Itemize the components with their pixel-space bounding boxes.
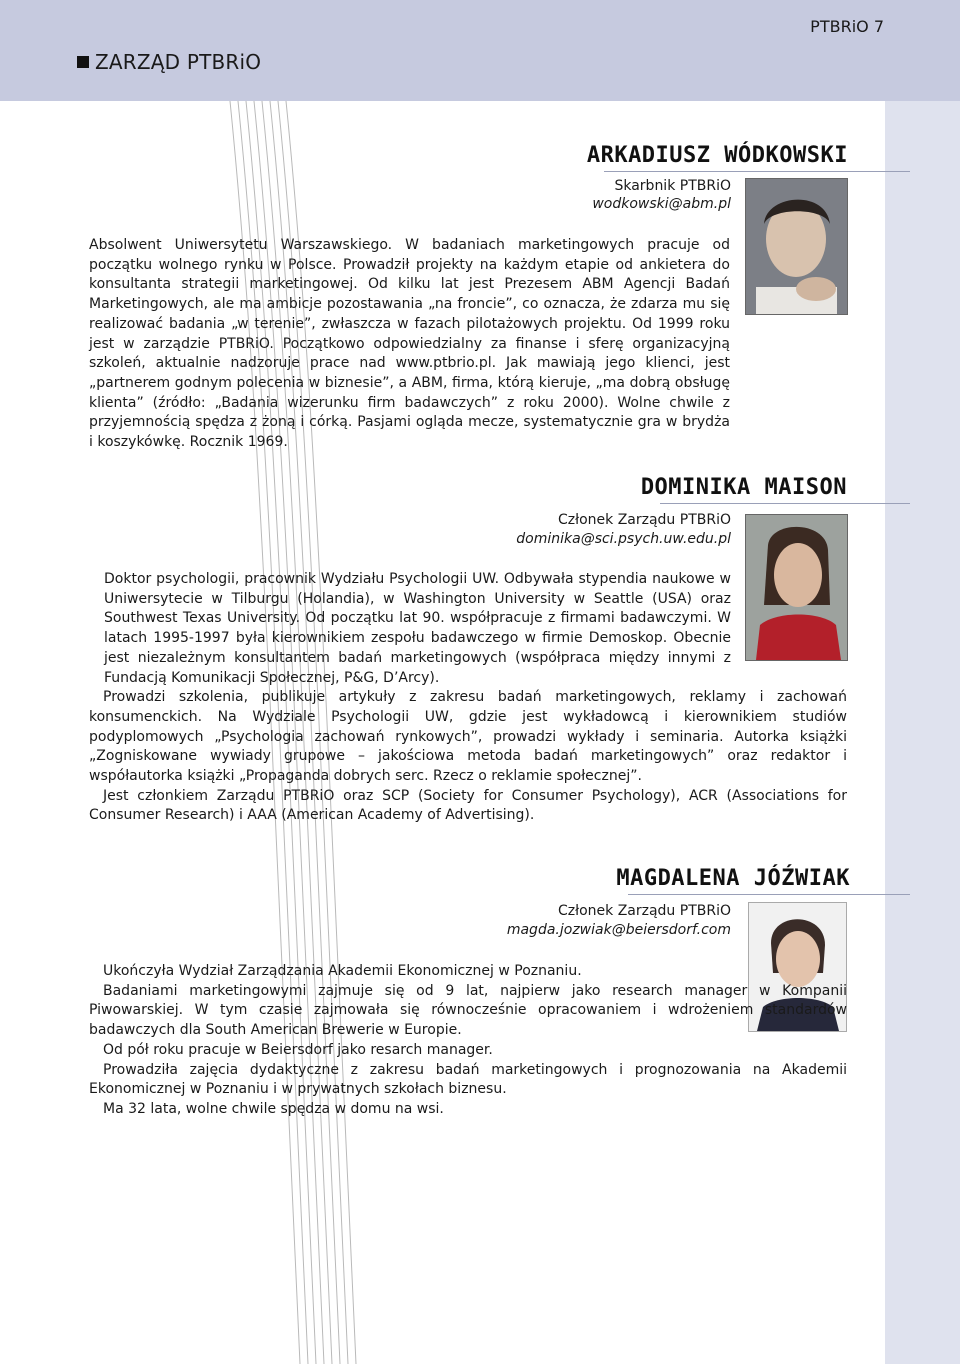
- bio-paragraph: Badaniami marketingowymi zajmuje się od 9 lat, najpierw jako research manager w Kompanii Piwowarskiej. W tym czasie zajmowała się równocześnie opracowaniem i wdrożeniem standardów badawczych dla South American Brewerie w Europie.: [89, 982, 847, 1039]
- portrait-photo: [745, 178, 848, 315]
- person-role: Członek Zarządu PTBRiO: [557, 903, 731, 919]
- person-name: MAGDALENA JÓŹWIAK: [616, 866, 850, 891]
- bio-paragraph: Prowadzi szkolenia, publikuje artykuły z zakresu badań marketingowych, reklamy i zachowań konsumenckich. Na Wydziale Psychologii UW, gdzie jest wykładowcą i kierownikiem studiów podyplomowych „Psychologia zachowań rynkowych”, prowadzi wykłady i seminaria. Autorka książki „Zogniskowane wywiady grupowe – jakościowa metoda badań marketingowych” oraz redaktor i współautorka książki „Propaganda dobrych serc. Rzecz o reklamie społecznej”.: [89, 689, 847, 785]
- square-bullet-icon: [77, 56, 89, 68]
- person-email: wodkowski@abm.pl: [592, 196, 731, 212]
- person-bio: [89, 236, 730, 453]
- person-name: DOMINIKA MAISON: [640, 475, 847, 500]
- section-title: [77, 50, 261, 74]
- person-name: ARKADIUSZ WÓDKOWSKI: [586, 143, 848, 168]
- person-email: magda.jozwiak@beiersdorf.com: [506, 922, 731, 938]
- name-underline: [604, 171, 910, 172]
- bio-paragraph: Ukończyła Wydział Zarządzania Akademii Ekonomicznej w Poznaniu.: [103, 963, 582, 979]
- person-bio: [89, 570, 847, 826]
- bio-paragraph: Absolwent Uniwersytetu Warszawskiego. W badaniach marketingowych pracuje od początku wolnego rynku w Polsce. Prowadził projekty na każdym etapie od ankietera do konsultanta strategii marketingowej. Od kilku lat jest Prezesem ABM Agencji Badań Marketingowych, ale ma ambicje pozostawania „na froncie”, co oznacza, że zdarza mu się realizować badania „w terenie”, zwłaszcza w fazach pilotażowych projektu. Od 1999 roku jest w zarządzie PTBRiO. Początkowo odpowiedzialny za finanse i sferę organizacyjną szkoleń, aktualnie nadzoruje prace nad www.ptbrio.pl. Jak mawiają jego klienci, jest „partnerem godnym polecenia w biznesie”, a ABM, firma, którą kieruje, „ma dobrą obsługę klienta” (źródło: „Badania wizerunku firm badawczych” z roku 2000). Wolne chwile z przyjemnością spędza z żoną i córką. Pasjami ogląda mecze, systematycznie gra w brydża i koszykówkę. Rocznik 1969.: [89, 237, 730, 451]
- bio-paragraph: Ma 32 lata, wolne chwile spędza w domu na wsi.: [103, 1100, 444, 1117]
- bio-paragraph: Doktor psychologii, pracownik Wydziału Psychologii UW. Odbywała stypendia naukowe w Uniwersytecie w Tilburgu (Holandia), w Washington University w Seattle (USA) oraz Southwest Texas University. Od początku lat 90. współpracuje z firmami badawczymi. W latach 1995-1997 była kierownikiem zespołu badawczego w firmie Demoskop. Obecnie jest niezależnym konsultantem badań marketingowych (współpraca między innymi z Fundacją Komunikacji Społecznej, P&G, D’Arcy).: [104, 571, 731, 686]
- side-band: [885, 101, 960, 1364]
- bio-paragraph: Od pół roku pracuje w Beiersdorf jako resarch manager.: [103, 1041, 493, 1058]
- name-underline: [660, 503, 910, 504]
- page-label: PTBRiO 7: [810, 17, 884, 36]
- person-email: dominika@sci.psych.uw.edu.pl: [516, 531, 731, 547]
- person-role: Członek Zarządu PTBRiO: [557, 512, 731, 528]
- section-title-text: ZARZĄD PTBRiO: [95, 50, 262, 74]
- name-underline: [628, 894, 910, 895]
- person-role: Skarbnik PTBRiO: [614, 178, 731, 194]
- bio-paragraph: Prowadziła zajęcia dydaktyczne z zakresu badań marketingowych i prognozowania na Akademii Ekonomicznej w Poznaniu i w prywatnych szkołach biznesu.: [89, 1061, 847, 1098]
- bio-paragraph: Jest członkiem Zarządu PTBRiO oraz SCP (Society for Consumer Psychology), ACR (Associations for Consumer Research) i AAA (American Academy of Advertising).: [89, 787, 847, 824]
- person-bio: [89, 962, 847, 1120]
